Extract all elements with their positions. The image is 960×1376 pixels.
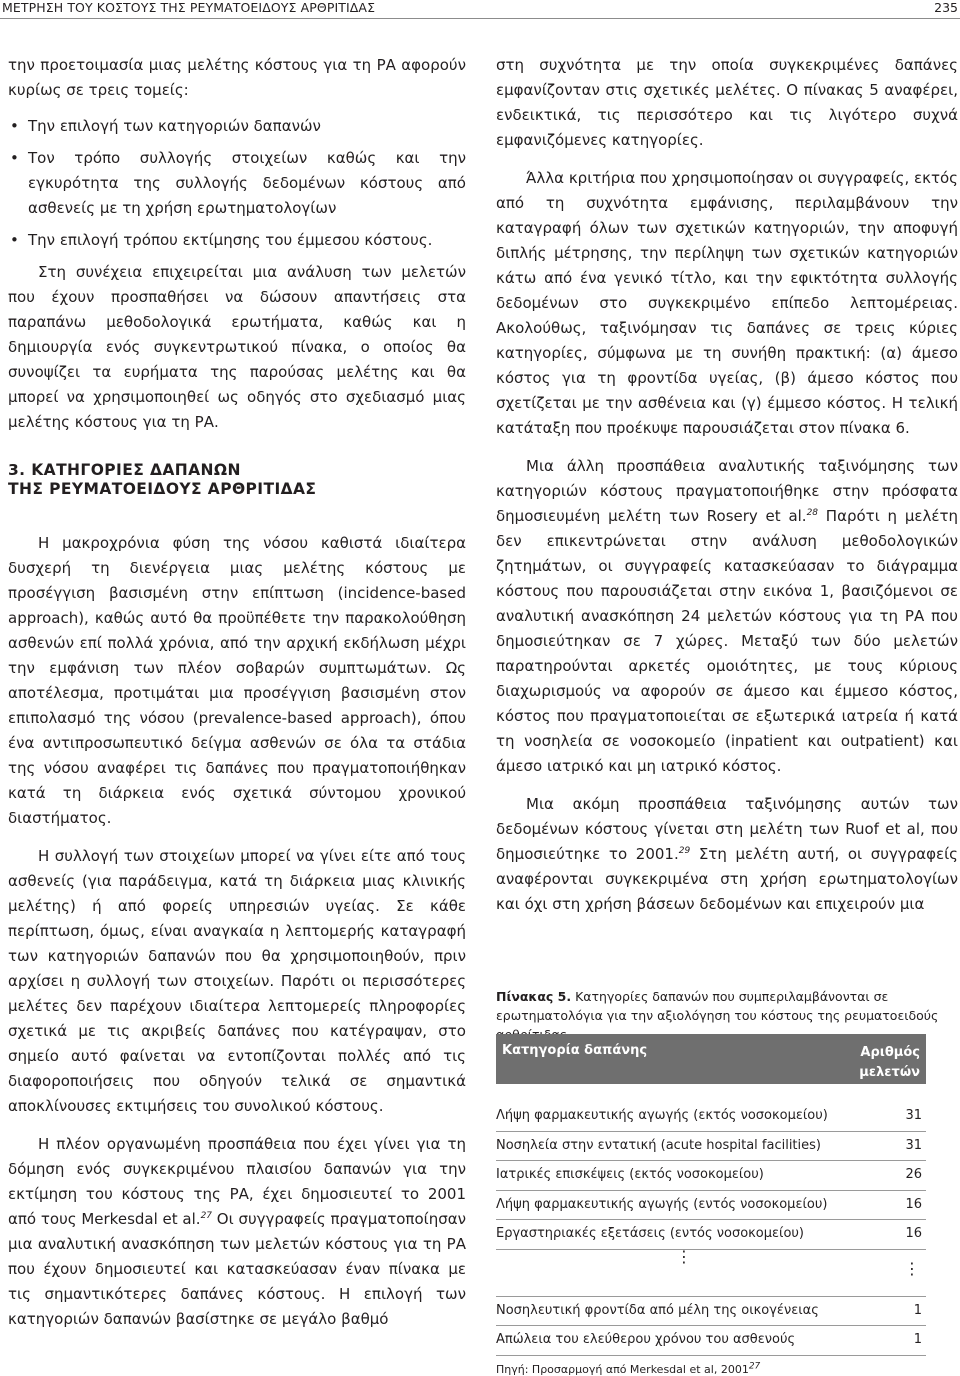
running-title: ΜΕΤΡΗΣΗ ΤΟΥ ΚΟΣΤΟΥΣ ΤΗΣ ΡΕΥΜΑΤΟΕΙΔΟΥΣ ΑΡΘΡΙΤΙΔΑΣ — [2, 0, 376, 15]
list-item: • Την επιλογή των κατηγοριών δαπανών — [8, 114, 466, 139]
body-paragraph: Η συλλογή των στοιχείων μπορεί να γίνει είτε από τους ασθενείς (για παράδειγμα, κατά τη διάρκεια μιας κλινικής μελέτης) ή από φορείς υπηρεσιών υγείας. Σε κάθε περίπτωση, όμως, είναι αναγκαία η λεπτομερής καταγραφή των κατηγοριών δαπανών που θα χρησιμοποιηθούν, πριν αρχίσει η συλλογή των στοιχείων. Παρότι οι περισσότερες μελέτες δεν παρέχουν ιδιαίτερα λεπτομερείς πληροφορίες σχετικά με τις ακριβείς δαπάνες που κατέγραψαν, στο σημείο αυτό φαίνεται να εντοπίζονται πολλές από τις διαφοροποιήσεις που οδηγούν τελικά σε σημαντικά αποκλίνουσες εκτιμήσεις του συνολικού κόστους. — [8, 847, 466, 1115]
body-paragraph: στη συχνότητα με την οποία συγκεκριμένες δαπάνες εμφανίζονταν στις σχετικές μελέτες. Ο πίνακας 5 αναφέρει, ενδεικτικά, τις περισσότερο και τις λιγότερο συχνά εμφανιζόμενες κατηγορίες. — [496, 56, 958, 149]
body-paragraph: Στη συνέχεια επιχειρείται μια ανάλυση των μελετών που έχουν προσπαθήσει να δώσουν απαντήσεις στα παραπάνω μεθοδολογικά ερωτήματα, καθώς και η δημιουργία ενός συγκεντρωτικού πίνακα, ο οποίος θα συνοψίζει τα ευρήματα της παρούσας μελέτης και θα μπορεί να χρησιμοποιηθεί ως οδηγός στο σχεδιασμό μιας μελέτης κόστους για τη ΡΑ. — [8, 263, 466, 431]
page-number: 235 — [934, 0, 958, 15]
body-paragraph: Η μακροχρόνια φύση της νόσου καθιστά ιδιαίτερα δυσχερή τη διενέργεια μιας μελέτης κόστους με προσέγγιση βασισμένη στην επίπτωση (incidence-based approach), καθώς αυτό θα προϋπέθετε την παρακολούθηση ασθενών επί πολλά χρόνια, από την αρχική εκδήλωση μέχρι την εμφάνιση των πλέον σοβαρών συμπτωμάτων. Ως αποτέλεσμα, προτιμάται μια προσέγγιση βασισμένη στον επιπολασμό της νόσου (prevalence-based approach), όπου ένα αντιπροσωπευτικό δείγμα ασθενών σε όλα τα στάδια της νόσου αναφέρει τις δαπάνες που πραγματοποιήθηκαν κατά τη διάρκεια ενός σχετικά σύντομου χρονικού διαστήματος. — [8, 534, 466, 827]
body-paragraph: Άλλα κριτήρια που χρησιμοποίησαν οι συγγραφείς, εκτός από τη συχνότητα εμφάνισης, περιλαμβάνουν την καταγραφή όλων των σχετικών κατηγοριών, την αποφυγή διπλής μέτρησης, την περίληψη των σχετικών κατηγοριών κάτω από ένα γενικό τίτλο, και την εφικτότητα συλλογής δεδομένων στο συγκεκριμένο επίπεδο λεπτομέρειας. Ακολούθως, ταξινόμησαν τις δαπάνες σε τρεις κύριες κατηγορίες, σύμφωνα με τη συνήθη πρακτική: (α) άμεσο κόστος για τη φροντίδα υγείας, (β) άμεσο κόστος που σχετίζεται με την ασθένεια και (γ) έμμεσο κόστος. Η τελική κατάταξη που προέκυψε παρουσιάζεται στον πίνακα 6. — [496, 169, 958, 437]
bullet-list — [8, 114, 466, 253]
table-row: Νοσηλεία στην εντατική (acute hospital facilities) 31 — [496, 1132, 926, 1162]
body-paragraph: Μια άλλη προσπάθεια αναλυτικής ταξινόμησης των κατηγοριών κόστους πραγματοποιήθηκε στην πρόσφατα δημοσιευμένη μελέτη των Rosery et al.$^{28}$ Παρότι η μελέτη δεν επικεντρώνεται στην ανάλυση μεθοδολογικών ζητημάτων, οι συγγραφείς κατασκεύασαν το διάγραμμα κόστους που παρουσιάζεται στην εικόνα 1, βασιζόμενοι σε αναλυτική ανασκόπηση 24 μελετών κόστους για τη ΡΑ που δημοσιεύτηκαν σε 7 χώρες. Μεταξύ των δύο μελετών παρατηρούνται αρκετές ομοιότητες, με τους κύριους διαχωρισμούς να αφορούν σε άμεσο και έμμεσο κόστος, κόστος που πραγματοποιείται σε εξωτερικά ιατρεία ή κατά τη νοσηλεία σε νοσοκομείο (inpatient και outpatient) και άμεσο ιατρικό και μη ιατρικό κόστος. — [496, 457, 958, 775]
table-row: Ιατρικές επισκέψεις (εκτός νοσοκομείου) 26 — [496, 1161, 926, 1191]
bullet-icon: • — [10, 117, 19, 135]
citation-ref: 27 — [748, 1360, 761, 1371]
header-count: Αριθμός μελετών — [859, 1045, 920, 1080]
table-caption-label: Πίνακας 5. — [496, 989, 572, 1004]
body-paragraph: Η πλέον οργανωμένη προσπάθεια που έχει γίνει για τη δόμηση ενός συγκεκριμένου πλαισίου δαπανών για την εκτίμηση του κόστους της ΡΑ, έχει δημοσιευτεί το 2001 από τους Merkesdal et al.$^{27}$ Οι συγγραφείς πραγματοποίησαν μια αναλυτική ανασκόπηση των μελετών κόστους για τη ΡΑ που έχουν δημοσιευτεί και κατασκεύασαν έναν πίνακα με τις σημαντικότερες δαπάνες κόστους. Η επιλογή των κατηγοριών δαπανών βασίστηκε σε μεγάλο βαθμό — [8, 1135, 466, 1328]
list-item: • Τον τρόπο συλλογής στοιχείων καθώς και την εγκυρότητα της συλλογής δεδομένων κόστους από ασθενείς με τη χρήση ερωτηματολογίων — [8, 146, 466, 221]
table-row: Νοσηλευτική φροντίδα από μέλη της οικογένειας 1 — [496, 1297, 926, 1327]
section-heading: 3. ΚΑΤΗΓΟΡΙΕΣ ΔΑΠΑΝΩΝ ΤΗΣ ΡΕΥΜΑΤΟΕΙΔΟΥΣ ΑΡΘΡΙΤΙΔΑΣ — [8, 461, 317, 498]
table-source: Πηγή: Προσαρμογή από Merkesdal et al, 2001$^{27}$ — [496, 1360, 761, 1376]
page-header — [0, 0, 960, 19]
citation-ref: 27 — [200, 1211, 213, 1221]
citation-ref: 29 — [678, 846, 691, 856]
right-column — [496, 53, 958, 917]
citation-ref: 28 — [806, 508, 819, 518]
table-row: Απώλεια του ελεύθερου χρόνου του ασθενούς 1 — [496, 1326, 926, 1356]
header-category: Κατηγορία δαπάνης — [502, 1043, 648, 1058]
table-row: Εργαστηριακές εξετάσεις (εντός νοσοκομείου) 16 — [496, 1220, 926, 1250]
vertical-ellipsis: ⋮ — [676, 1246, 692, 1266]
body-paragraph: Μια ακόμη προσπάθεια ταξινόμησης αυτών των δεδομένων κόστους γίνεται στη μελέτη των Ruof et al, που δημοσιεύτηκε το 2001.29 Στη μελέτη αυτή, οι συγγραφείς αναφέρονται συγκεκριμένα στη χρήση ερωτηματολογίων και όχι στη χρήση βάσεων δεδομένων και επιχειρούν μια — [496, 795, 958, 913]
bullet-icon: • — [10, 149, 19, 167]
table-row: Λήψη φαρμακευτικής αγωγής (εντός νοσοκομείου) 16 — [496, 1191, 926, 1221]
intro-paragraph: την προετοιμασία μιας μελέτης κόστους για τη ΡΑ αφορούν κυρίως σε τρεις τομείς: — [8, 56, 466, 99]
table-5 — [496, 1034, 926, 1376]
bullet-icon: • — [10, 231, 19, 249]
table-header — [496, 1034, 926, 1084]
table-row-ellipsis — [496, 1246, 926, 1297]
vertical-ellipsis: ⋮ — [904, 1258, 920, 1278]
left-column — [8, 53, 466, 1332]
list-item: • Την επιλογή τρόπου εκτίμησης του έμμεσου κόστους. — [8, 228, 466, 253]
table-row: Λήψη φαρμακευτικής αγωγής (εκτός νοσοκομείου) 31 — [496, 1102, 926, 1132]
table-caption-text: Κατηγορίες δαπανών που συμπεριλαμβάνονται σε ερωτηματολόγια για την αξιολόγηση του κόστους της ρευματοειδούς — [496, 989, 939, 1023]
